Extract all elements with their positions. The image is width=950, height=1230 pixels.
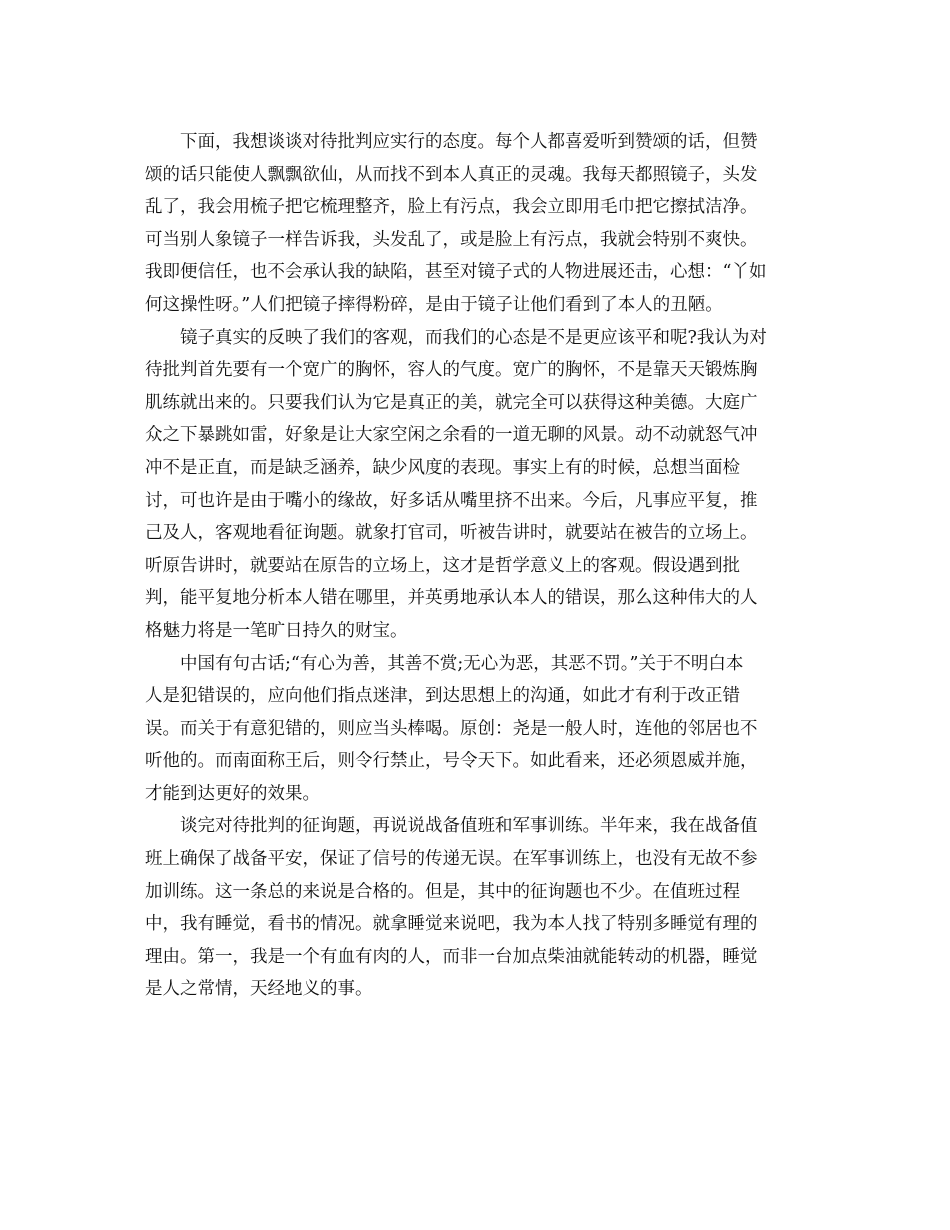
text-line: 格魅力将是一笔旷日持久的财宝。 <box>145 620 408 641</box>
text-line: 颂的话只能使人飘飘欲仙，从而找不到本人真正的灵魂。我每天都照镜子，头发 <box>145 164 758 185</box>
text-line: 理由。第一，我是一个有血有肉的人，而非一台加点柴油就能转动的机器，睡觉 <box>145 946 758 967</box>
text-line: 班上确保了战备平安，保证了信号的传递无误。在军事训练上，也没有无故不参 <box>145 849 758 870</box>
paragraph-1 <box>145 126 805 322</box>
text-line: 乱了，我会用梳子把它梳理整齐，脸上有污点，我会立即用毛巾把它擦拭洁净。 <box>145 197 758 218</box>
text-line: 己及人，客观地看征询题。就象打官司，听被告讲时，就要站在被告的立场上。 <box>145 523 758 544</box>
text-line: 可当别人象镜子一样告诉我，头发乱了，或是脸上有污点，我就会特别不爽快。 <box>145 229 758 250</box>
text-line: 加训练。这一条总的来说是合格的。但是，其中的征询题也不少。在值班过程 <box>145 881 740 902</box>
text-line: 谈完对待批判的征询题，再说说战备值班和军事训练。半年来，我在战备值 <box>180 816 758 837</box>
paragraph-2 <box>145 322 805 648</box>
paragraph-4 <box>145 810 805 1006</box>
text-line: 讨，可也许是由于嘴小的缘故，好多话从嘴里挤不出来。今后，凡事应平复，推 <box>145 490 758 511</box>
text-line: 中国有句古话;“有心为善，其善不赏;无心为恶，其恶不罚。”关于不明白本 <box>180 653 744 674</box>
text-line: 中，我有睡觉，看书的情况。就拿睡觉来说吧，我为本人找了特别多睡觉有理的 <box>145 914 758 935</box>
text-line: 待批判首先要有一个宽广的胸怀，容人的气度。宽广的胸怀，不是靠天天锻炼胸 <box>145 360 758 381</box>
text-line: 误。而关于有意犯错的，则应当头棒喝。原创：尧是一般人时，连他的邻居也不 <box>145 718 758 739</box>
text-line: 是人之常情，天经地义的事。 <box>145 979 373 1000</box>
text-line: 我即便信任，也不会承认我的缺陷，甚至对镜子式的人物进展还击，心想：“丫如 <box>145 262 767 283</box>
text-line: 冲不是正直，而是缺乏涵养，缺少风度的表现。事实上有的时候，总想当面检 <box>145 457 740 478</box>
body-text <box>145 126 805 1006</box>
text-line: 判，能平复地分析本人错在哪里，并英勇地承认本人的错误，那么这种伟大的人 <box>145 588 758 609</box>
text-line: 镜子真实的反映了我们的客观，而我们的心态是不是更应该平和呢?我认为对 <box>180 327 767 348</box>
text-line: 何这操性呀。”人们把镜子摔得粉碎，是由于镜子让他们看到了本人的丑陋。 <box>145 294 723 315</box>
text-line: 肌练就出来的。只要我们认为它是真正的美，就完全可以获得这种美德。大庭广 <box>145 392 758 413</box>
text-line: 众之下暴跳如雷，好象是让大家空闲之余看的一道无聊的风景。动不动就怒气冲 <box>145 425 758 446</box>
text-line: 下面，我想谈谈对待批判应实行的态度。每个人都喜爱听到赞颂的话，但赞 <box>180 132 758 152</box>
text-line: 听原告讲时，就要站在原告的立场上，这才是哲学意义上的客观。假设遇到批 <box>145 555 740 576</box>
text-line: 才能到达更好的效果。 <box>145 783 320 804</box>
paragraph-3 <box>145 648 805 811</box>
text-line: 人是犯错误的，应向他们指点迷津，到达思想上的沟通，如此才有利于改正错 <box>145 686 740 707</box>
text-line: 听他的。而南面称王后，则令行禁止，号令天下。如此看来，还必须恩威并施， <box>145 751 758 772</box>
